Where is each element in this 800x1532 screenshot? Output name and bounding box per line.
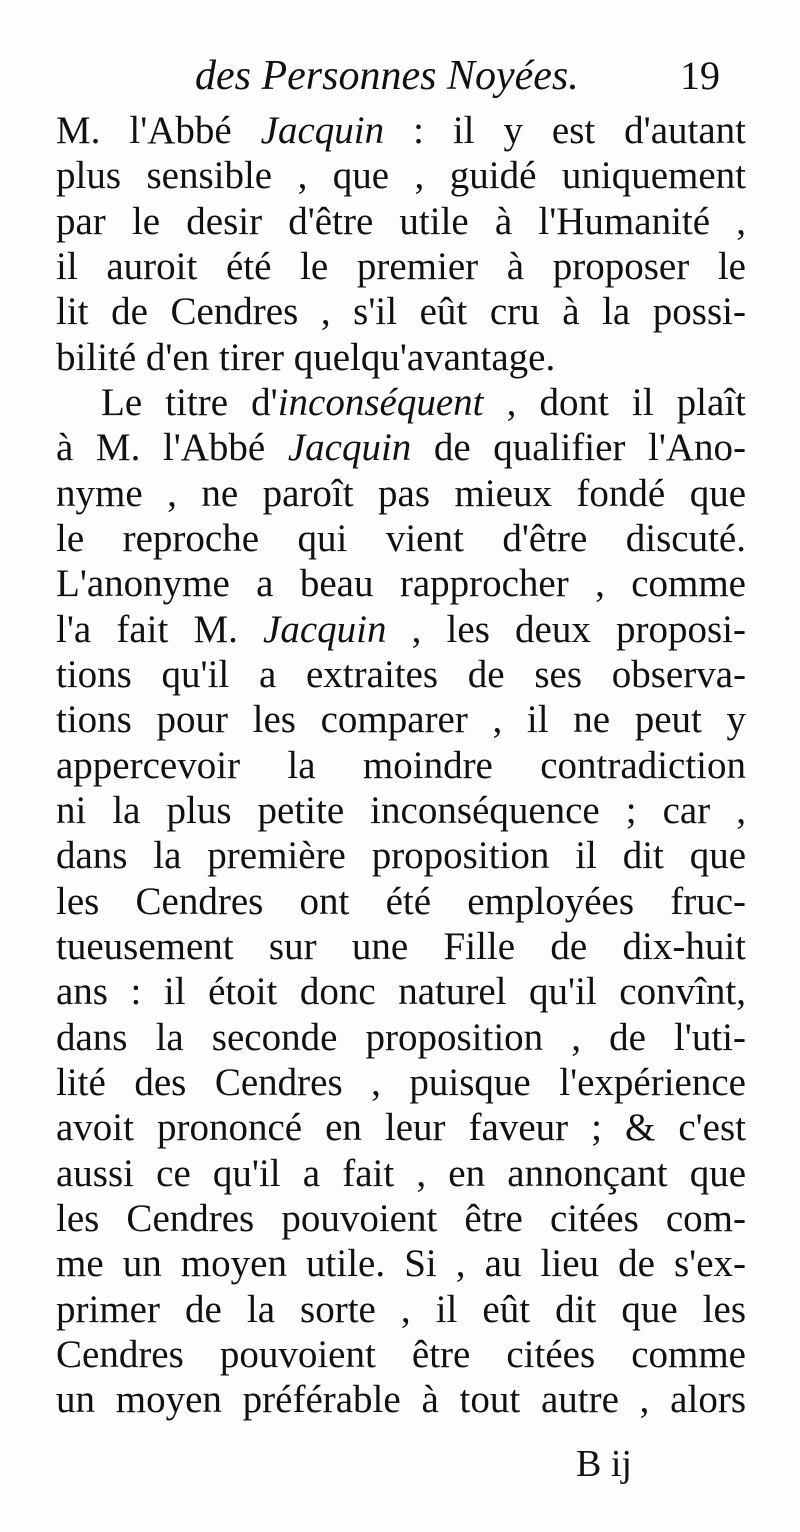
text-line	[56, 652, 746, 697]
text-line	[56, 516, 746, 561]
text-segment: tions pour les comparer , il ne peut y	[56, 698, 746, 742]
text-line	[56, 380, 746, 425]
text-segment: le reproche qui vient d'être discuté.	[56, 516, 746, 560]
italic-text: inconséquent	[277, 380, 484, 424]
text-line	[56, 1287, 746, 1332]
text-line	[56, 1377, 746, 1422]
text-segment: dans la seconde proposition , de l'uti-	[56, 1015, 746, 1059]
text-segment: L'anonyme a beau rapprocher , comme	[56, 562, 746, 606]
text-segment: les Cendres pouvoient être citées com-	[56, 1196, 746, 1240]
text-segment: il auroit été le premier à proposer le	[56, 244, 746, 288]
text-line	[56, 697, 746, 742]
text-line	[56, 561, 746, 606]
text-line	[56, 471, 746, 516]
text-segment: ans : il étoit donc naturel qu'il convînt,	[56, 970, 746, 1014]
text-line	[56, 1196, 746, 1241]
text-line	[56, 924, 746, 969]
text-segment: tueusement sur une Fille de dix-huit	[56, 924, 746, 968]
text-line	[56, 244, 746, 289]
text-line	[56, 969, 746, 1014]
text-segment: avoit prononcé en leur faveur ; & c'est	[56, 1106, 746, 1150]
text-segment: bilité d'en tirer quelqu'avantage.	[56, 335, 556, 379]
text-segment: , dont il plaît	[483, 380, 746, 424]
text-segment: appercevoir la moindre contradiction	[56, 743, 746, 787]
text-segment: aussi ce qu'il a fait , en annonçant que	[56, 1151, 746, 1195]
signature-mark: B ij	[576, 1443, 632, 1485]
text-line	[56, 425, 746, 470]
text-line	[56, 153, 746, 198]
text-line	[56, 1015, 746, 1060]
text-segment: tions qu'il a extraites de ses observa-	[56, 652, 746, 696]
text-line	[56, 1241, 746, 1286]
body-text	[56, 108, 746, 1423]
text-line	[56, 879, 746, 924]
text-segment: Le titre d'	[101, 380, 278, 424]
text-segment: nyme , ne paroît pas mieux fondé que	[56, 471, 746, 515]
running-title: des Personnes Noyées.	[195, 53, 579, 99]
text-segment: me un moyen utile. Si , au lieu de s'ex-	[56, 1242, 746, 1286]
text-segment: Cendres pouvoient être citées comme	[56, 1332, 746, 1376]
italic-text: Jacquin	[263, 607, 387, 651]
text-line	[56, 1105, 746, 1150]
text-line	[56, 335, 746, 380]
text-line	[56, 788, 746, 833]
text-segment: un moyen préférable à tout autre , alors	[56, 1378, 746, 1422]
text-line	[56, 289, 746, 334]
text-line	[56, 108, 746, 153]
text-segment: l'a fait M.	[56, 607, 264, 651]
text-line	[56, 743, 746, 788]
text-segment: M. l'Abbé	[56, 109, 261, 152]
text-segment: primer de la sorte , il eût dit que les	[56, 1287, 746, 1331]
text-segment: , les deux proposi-	[386, 607, 746, 651]
text-segment: par le desir d'être utile à l'Humanité ,	[56, 199, 746, 243]
text-segment: plus sensible , que , guidé uniquement	[56, 154, 746, 198]
text-segment: de qualifier l'Ano-	[411, 426, 746, 470]
text-segment: les Cendres ont été employées fruc-	[56, 879, 746, 923]
text-segment: dans la première proposition il dit que	[56, 834, 746, 878]
text-line	[56, 199, 746, 244]
text-line	[56, 607, 746, 652]
text-line	[56, 1060, 746, 1105]
page-number: 19	[680, 53, 720, 98]
text-line	[56, 1332, 746, 1377]
text-segment: lit de Cendres , s'il eût cru à la possi-	[56, 290, 746, 334]
text-segment: lité des Cendres , puisque l'expérience	[56, 1060, 746, 1104]
text-line	[56, 833, 746, 878]
text-segment: à M. l'Abbé	[56, 426, 288, 470]
text-segment: : il y est d'autant	[384, 109, 746, 152]
italic-text: Jacquin	[287, 426, 412, 470]
text-line	[56, 1151, 746, 1196]
text-segment: ni la plus petite inconséquence ; car ,	[56, 788, 746, 832]
running-head	[0, 50, 800, 102]
italic-text: Jacquin	[260, 109, 385, 152]
